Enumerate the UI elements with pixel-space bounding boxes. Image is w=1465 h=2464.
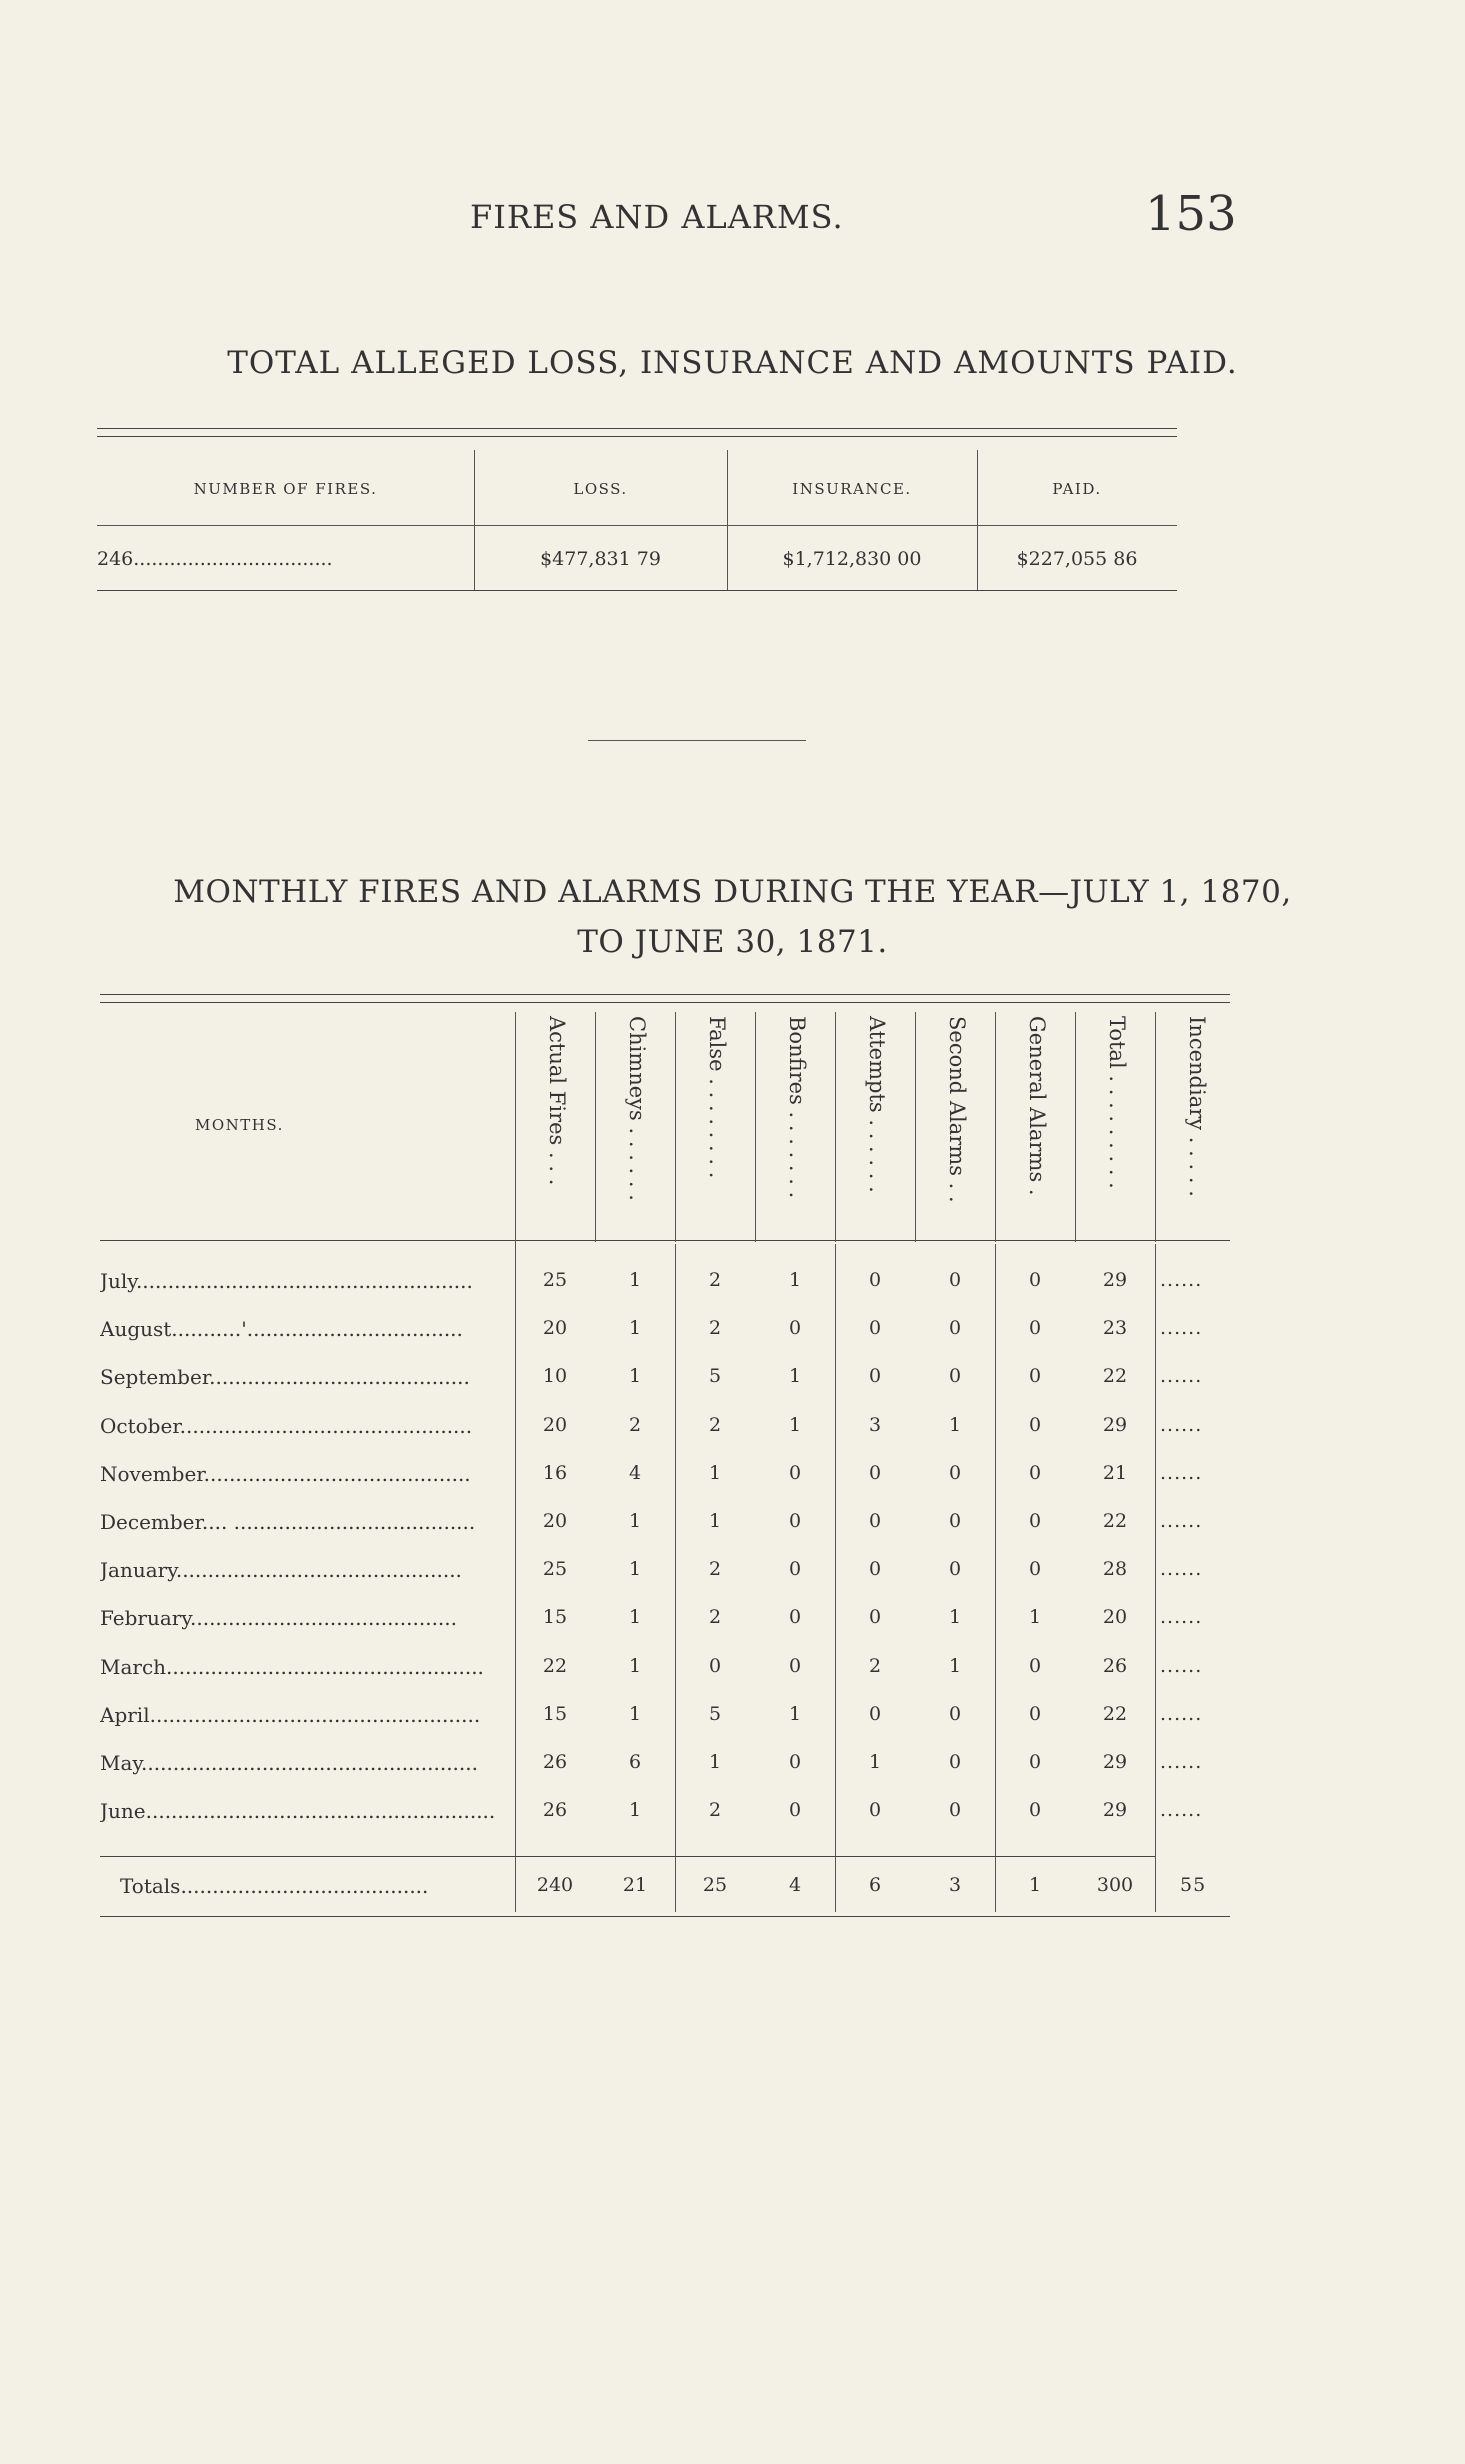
table-rule [97,525,1177,526]
value-cell: 22 [1102,1510,1128,1532]
value-cell: 5 [708,1365,722,1388]
value-cell: 4 [628,1461,642,1484]
incendiary-cell: ...... [1160,1654,1203,1677]
table-row [100,1751,1230,1799]
table-rule [100,1240,1230,1241]
value-cell: 0 [948,1461,962,1484]
value-cell: 1 [708,1751,722,1773]
value-cell: 0 [788,1606,802,1629]
value-cell: 4 [788,1874,802,1896]
value-cell: 2 [708,1558,722,1581]
section-divider [588,740,806,741]
value-cell: 0 [868,1461,882,1484]
value-cell: 0 [1028,1751,1042,1773]
incendiary-cell: ...... [1160,1606,1203,1629]
incendiary-cell: ...... [1160,1799,1203,1822]
totals-row [100,1874,1230,1922]
table-row [100,1655,1230,1703]
value-cell: 0 [1028,1510,1042,1532]
value-cell: 28 [1102,1558,1128,1581]
value-cell: 2 [868,1654,882,1677]
header-attempts-label: Attempts . . . . . . [865,1016,889,1193]
incendiary-cell: ...... [1160,1751,1203,1773]
value-cell: 0 [948,1702,962,1725]
month-label: August...........'.................................. [100,1317,463,1342]
page-header [0,186,1465,256]
value-cell: 25 [702,1874,728,1896]
totals-label: Totals....................................... [120,1874,429,1898]
value-cell: 2 [708,1269,722,1291]
value-cell: 0 [868,1702,882,1725]
value-cell: 26 [542,1799,568,1822]
value-cell: 1 [788,1269,802,1291]
incendiary-cell: ...... [1160,1317,1203,1340]
value-cell: 0 [1028,1461,1042,1484]
value-cell: 20 [1102,1606,1128,1629]
value-cell: 25 [542,1269,568,1291]
month-label: March.................................................. [100,1654,484,1679]
header-second-alarms [915,1016,995,1236]
value-cell: 0 [868,1558,882,1581]
value-cell: 22 [1102,1365,1128,1388]
value-cell: 0 [1028,1558,1042,1581]
table-rule [100,994,1230,995]
value-cell: 1 [948,1413,962,1436]
incendiary-cell: 55 [1180,1874,1207,1896]
value-cell: 0 [948,1558,962,1581]
value-cell: 6 [868,1874,882,1896]
value-cell: 15 [542,1606,568,1629]
value-cell: 1 [628,1558,642,1581]
month-label: July..................................................... [100,1269,473,1293]
monthly-table [100,994,1230,1924]
value-cell: 3 [948,1874,962,1896]
incendiary-cell: ...... [1160,1365,1203,1388]
table-row [100,1462,1230,1510]
value-cell: 0 [708,1654,722,1677]
header-paid: PAID. [1052,480,1102,498]
cell-number-of-fires: 246................................. [97,548,333,570]
value-cell: 1 [628,1365,642,1388]
header-actual-fires-label: Actual Fires . . . [545,1016,569,1186]
value-cell: 1 [1028,1606,1042,1629]
header-chimneys-label: Chimneys . . . . . . [625,1016,649,1201]
value-cell: 0 [868,1317,882,1340]
incendiary-cell: ...... [1160,1510,1203,1532]
value-cell: 25 [542,1558,568,1581]
value-cell: 0 [1028,1269,1042,1291]
months-header: MONTHS. [195,1116,284,1134]
value-cell: 26 [1102,1654,1128,1677]
totals-rule [100,1856,1155,1857]
header-incendiary [1155,1016,1235,1236]
value-cell: 5 [708,1702,722,1725]
value-cell: 22 [542,1654,568,1677]
value-cell: 1 [948,1606,962,1629]
month-label: February.......................................... [100,1606,458,1631]
value-cell: 0 [868,1606,882,1629]
table-row [100,1606,1230,1654]
incendiary-cell: ...... [1160,1461,1203,1484]
cell-paid: $227,055 86 [1016,548,1138,570]
header-general-alarms-label: General Alarms . [1025,1016,1049,1196]
header-actual-fires [515,1016,595,1236]
value-cell: 0 [1028,1702,1042,1725]
value-cell: 15 [542,1702,568,1725]
month-label: June....................................................... [100,1799,496,1824]
value-cell: 6 [628,1751,642,1773]
value-cell: 2 [708,1413,722,1436]
value-cell: 0 [788,1654,802,1677]
value-cell: 1 [628,1799,642,1822]
value-cell: 0 [788,1510,802,1532]
header-insurance: INSURANCE. [792,480,912,498]
value-cell: 1 [628,1702,642,1725]
table-row [100,1365,1230,1413]
table-row [100,1799,1230,1847]
month-label: January............................................. [100,1558,462,1583]
table-row [100,1510,1230,1558]
value-cell: 0 [1028,1799,1042,1822]
value-cell: 20 [542,1317,568,1340]
value-cell: 22 [1102,1702,1128,1725]
value-cell: 240 [536,1874,574,1896]
table-row [100,1703,1230,1751]
table-rule [97,428,1177,429]
value-cell: 1 [628,1269,642,1291]
month-label: December.... ...................................... [100,1510,476,1534]
value-cell: 1 [708,1461,722,1484]
value-cell: 0 [1028,1365,1042,1388]
value-cell: 16 [542,1461,568,1484]
table-row [100,1414,1230,1462]
value-cell: 0 [868,1510,882,1532]
value-cell: 0 [788,1558,802,1581]
value-cell: 29 [1102,1799,1128,1822]
header-total [1075,1016,1155,1236]
value-cell: 1 [1028,1874,1042,1896]
header-attempts [835,1016,915,1236]
summary-title: TOTAL ALLEGED LOSS, INSURANCE AND AMOUNTS PAID. [227,345,1238,381]
value-cell: 1 [788,1413,802,1436]
value-cell: 29 [1102,1751,1128,1773]
header-bonfires-label: Bonfires . . . . . . . [785,1016,809,1199]
value-cell: 2 [708,1606,722,1629]
value-cell: 20 [542,1510,568,1532]
value-cell: 2 [628,1413,642,1436]
value-cell: 0 [948,1510,962,1532]
value-cell: 2 [708,1317,722,1340]
monthly-title-line1: MONTHLY FIRES AND ALARMS DURING THE YEAR—JULY 1, 1870, [173,874,1292,910]
value-cell: 0 [1028,1413,1042,1436]
value-cell: 3 [868,1413,882,1436]
incendiary-cell: ...... [1160,1413,1203,1436]
value-cell: 23 [1102,1317,1128,1340]
month-label: September......................................... [100,1365,470,1390]
value-cell: 0 [948,1799,962,1822]
month-label: October.............................................. [100,1413,473,1438]
table-rule [97,590,1177,591]
value-cell: 29 [1102,1413,1128,1436]
value-cell: 0 [788,1799,802,1822]
value-cell: 0 [948,1269,962,1291]
value-cell: 26 [542,1751,568,1773]
value-cell: 1 [708,1510,722,1532]
value-cell: 0 [948,1751,962,1773]
value-cell: 300 [1096,1874,1134,1896]
table-row [100,1558,1230,1606]
table-rule [97,436,1177,437]
table-row [100,1317,1230,1365]
value-cell: 10 [542,1365,568,1388]
month-label: April.................................................... [100,1702,481,1727]
month-label: November.......................................... [100,1461,471,1486]
value-cell: 1 [628,1606,642,1629]
value-cell: 0 [1028,1317,1042,1340]
value-cell: 0 [868,1365,882,1388]
header-chimneys [595,1016,675,1236]
header-false-label: False . . . . . . . . [705,1016,729,1179]
value-cell: 21 [622,1874,648,1896]
value-cell: 29 [1102,1269,1128,1291]
value-cell: 0 [948,1365,962,1388]
header-incendiary-label: Incendiary . . . . . [1185,1016,1209,1197]
value-cell: 1 [628,1510,642,1532]
table-rule [100,1002,1230,1003]
table-row [100,1269,1230,1317]
value-cell: 0 [868,1269,882,1291]
header-general-alarms [995,1016,1075,1236]
value-cell: 2 [708,1799,722,1822]
header-bonfires [755,1016,835,1236]
value-cell: 0 [788,1317,802,1340]
cell-insurance: $1,712,830 00 [782,548,922,570]
header-number-of-fires: NUMBER OF FIRES. [193,480,378,498]
value-cell: 1 [868,1751,882,1773]
running-title: FIRES AND ALARMS. [470,198,844,236]
value-cell: 20 [542,1413,568,1436]
value-cell: 21 [1102,1461,1128,1484]
value-cell: 1 [788,1365,802,1388]
value-cell: 1 [628,1317,642,1340]
value-cell: 1 [628,1654,642,1677]
incendiary-cell: ...... [1160,1702,1203,1725]
header-loss: LOSS. [573,480,628,498]
table-rule [100,1916,1230,1917]
incendiary-cell: ...... [1160,1269,1203,1291]
month-label: May..................................................... [100,1751,478,1775]
cell-loss: $477,831 79 [540,548,661,570]
value-cell: 0 [788,1461,802,1484]
value-cell: 0 [948,1317,962,1340]
value-cell: 0 [788,1751,802,1773]
monthly-title-line2: TO JUNE 30, 1871. [577,924,888,960]
incendiary-cell: ...... [1160,1558,1203,1581]
value-cell: 0 [868,1799,882,1822]
header-total-label: Total . . . . . . . . . [1105,1016,1129,1189]
value-cell: 0 [1028,1654,1042,1677]
value-cell: 1 [948,1654,962,1677]
header-second-alarms-label: Second Alarms . . [945,1016,969,1203]
page-number: 153 [1145,186,1237,242]
value-cell: 1 [788,1702,802,1725]
header-false [675,1016,755,1236]
